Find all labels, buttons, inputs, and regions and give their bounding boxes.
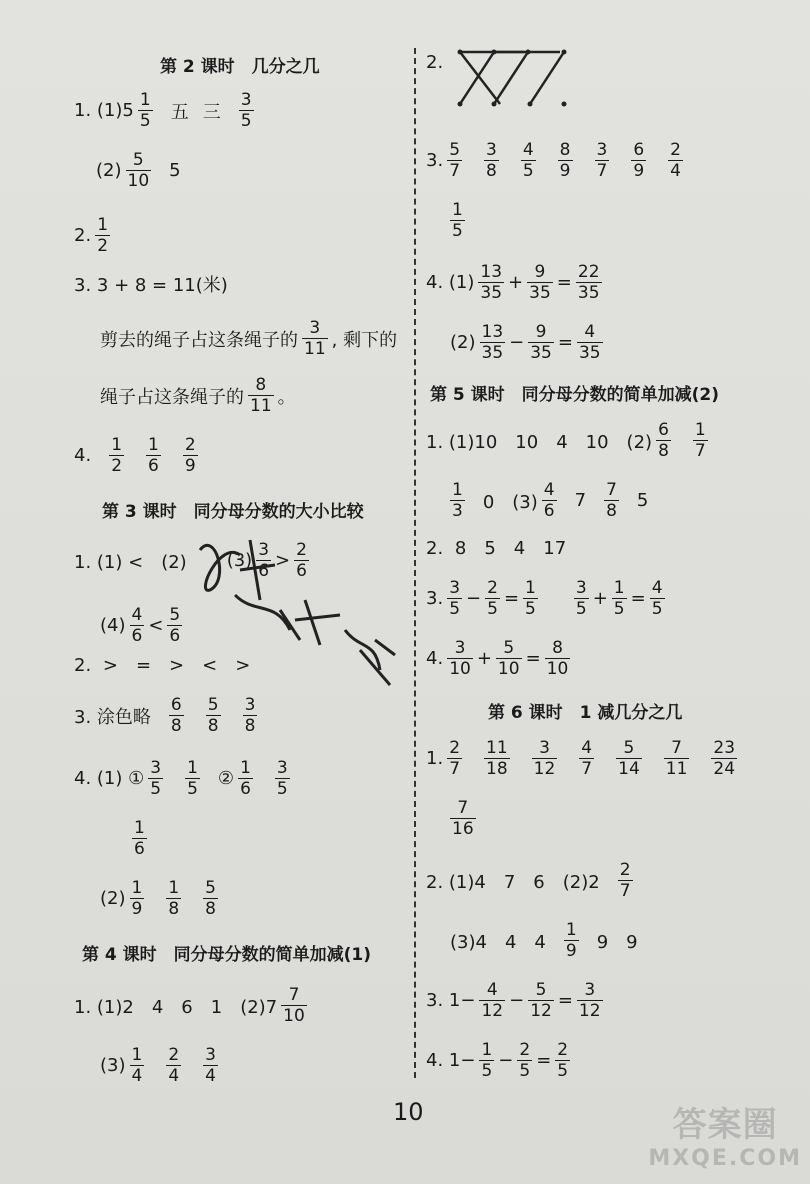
watermark-logo: 答案圈 MXQE.COM [648, 1105, 802, 1171]
r-q3-row2: 1 5 [452, 200, 463, 241]
l2-q3-equation: 3. 3 + 8 = 11(米) [74, 275, 228, 296]
r-q4-row2: (2) 13 35 − $\frac{9}{35}$ = $\frac{4}{35}$ [450, 322, 601, 363]
fraction: 3 5 [240, 90, 252, 131]
l5-q4: 4. 3 10 + $\frac{5}{10}$ = $\frac{8}{10}$ [426, 638, 569, 679]
fraction: 1 2 [97, 215, 109, 256]
l3-q3: 3. 涂色略 6 8 5 8 3 8 [74, 695, 256, 736]
handwriting-scribble [180, 520, 410, 710]
lesson5-title: 第 5 课时 同分母分数的简单加减(2) [430, 385, 720, 405]
l3-q1-row2: (4) 4 6 < 5 6 [100, 605, 181, 646]
r-q4-row1: 4. (1) 13 35 + $\frac{9}{35}$ = $\frac{22}{35}$ [426, 262, 600, 303]
l2-q3-text1: 剪去的绳子占这条绳子的 3 11 , 剩下的 [100, 318, 398, 359]
fraction: 5 10 [127, 150, 150, 191]
l4-q1-row2: (3) 1 4 2 4 3 4 [100, 1045, 216, 1086]
l3-q4-row2: 1 6 [134, 818, 145, 859]
lesson2-title: 第 2 课时 几分之几 [160, 57, 320, 77]
l2-q1-row1: 1. (1)5 1 5 五 三 3 5 [74, 90, 252, 131]
l3-q4-row1: 4. (1) ① 3 5 1 5 ② 1 6 3 5 [74, 758, 288, 799]
r-q3-row1: 3. 5 7 3 8 4 5 8 9 3 7 6 9 2 4 [426, 140, 681, 181]
l5-q3: 3. 3 5 − $\frac{2}{5}$ = $\frac{1}{5}$ 3 5 + $\frac{1}{5}$ = $\frac{4}{5}$ [426, 578, 663, 619]
l5-q1-row1: 1. (1)10 10 4 10 (2) 6 8 1 7 [426, 420, 706, 461]
l6-q3: 3. 1 − $\frac{4}{12}$ − $\frac{5}{12}$ = $\frac{3}{12}$ [426, 980, 601, 1021]
l6-q2-row1: 2. (1)4 7 6 (2)2 2 7 [426, 860, 631, 901]
l5-q2: 2. 8 5 4 17 [426, 538, 567, 559]
lesson3-title: 第 3 课时 同分母分数的大小比较 [102, 502, 364, 522]
l2-q3-text2: 绳子占这条绳子的 8 11 。 [100, 375, 296, 416]
l5-q1-row2: 1 3 0 (3) 4 6 7 7 8 5 [452, 480, 649, 521]
fraction: 8 11 [250, 375, 272, 416]
r-q2-label: 2. [426, 52, 444, 73]
l2-q2: 2. 1 2 [74, 215, 109, 256]
l2-q4: 4. 1 2 1 6 2 9 [74, 435, 196, 476]
l3-q2: 2. > = > < > [74, 655, 251, 676]
l6-q2-row2: (3)4 4 4 1 9 9 9 [450, 920, 638, 961]
column-divider [414, 48, 416, 1078]
lesson4-title: 第 4 课时 同分母分数的简单加减(1) [82, 945, 372, 965]
lesson6-title: 第 6 课时 1 减几分之几 [488, 703, 683, 723]
matching-lines-diagram [452, 46, 577, 111]
l3-q1-row1: 1. (1) < (2) (3) 3 6 > 2 6 [74, 540, 307, 581]
fraction: 3 11 [304, 318, 326, 359]
l2-q1-row2: (2) 5 10 5 [96, 150, 181, 191]
l6-q1-row2: 7 16 [452, 798, 474, 839]
l6-q1-row1: 1. 2 7 11 18 3 12 4 7 5 14 7 11 23 24 [426, 738, 736, 779]
l4-q1-row1: 1. (1)2 4 6 1 (2)7 7 10 [74, 985, 305, 1026]
l3-q4-row3: (2) 1 9 1 8 5 8 [100, 878, 216, 919]
fraction: 1 5 [139, 90, 151, 131]
page-number: 10 [393, 1098, 424, 1126]
l6-q4: 4. 1 − $\frac{1}{5}$ − $\frac{2}{5}$ = $\frac{2}{5}$ [426, 1040, 569, 1081]
